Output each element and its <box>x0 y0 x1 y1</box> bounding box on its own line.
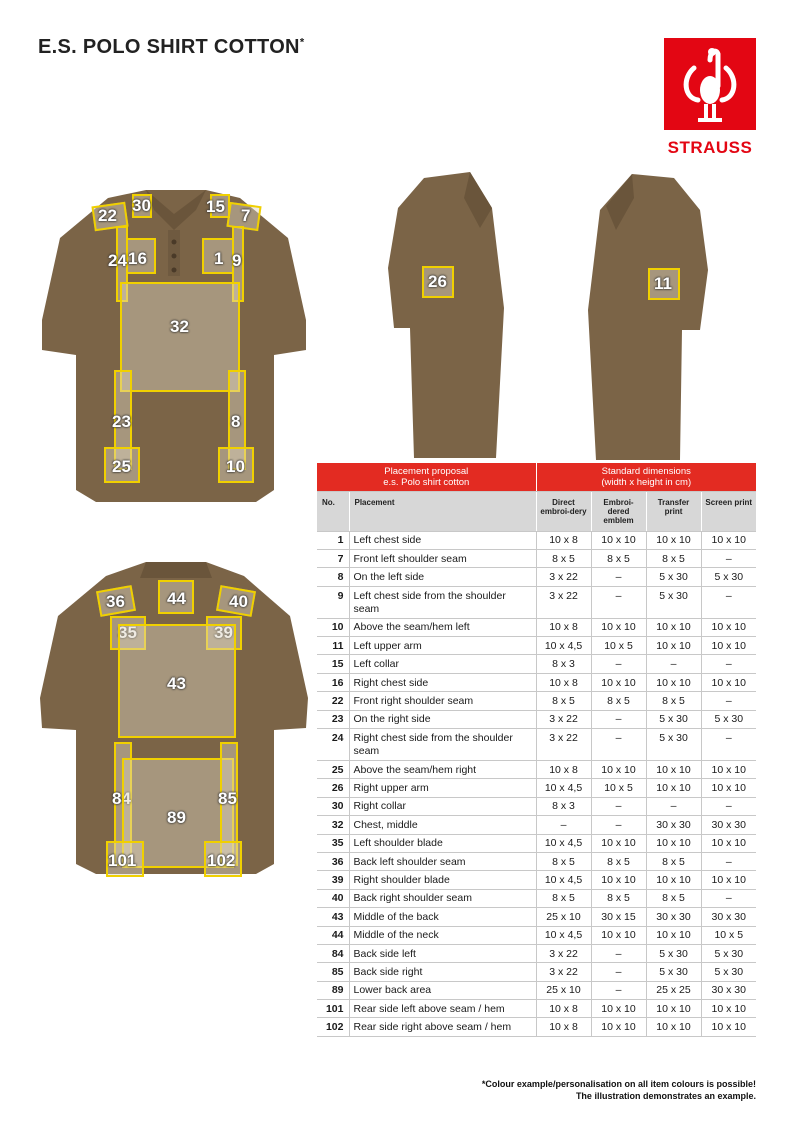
row-number: 40 <box>317 889 349 907</box>
side-shirt-image-left <box>582 170 712 464</box>
side-view-left <box>582 170 712 464</box>
row-embroidered-emblem: – <box>591 816 646 834</box>
row-number: 22 <box>317 692 349 710</box>
marker-label-89: 89 <box>167 808 186 827</box>
row-embroidered-emblem: – <box>591 729 646 761</box>
row-direct-embroidery: 25 x 10 <box>536 981 591 999</box>
row-placement: Left upper arm <box>349 637 536 655</box>
row-number: 102 <box>317 1018 349 1036</box>
row-placement: Front left shoulder seam <box>349 549 536 567</box>
row-number: 44 <box>317 926 349 944</box>
row-screen-print: 10 x 10 <box>701 871 756 889</box>
side-view-right <box>384 168 514 464</box>
marker-label-44: 44 <box>167 589 186 608</box>
row-number: 9 <box>317 586 349 618</box>
row-direct-embroidery: 10 x 8 <box>536 618 591 636</box>
row-transfer-print: 5 x 30 <box>646 963 701 981</box>
row-direct-embroidery: 8 x 3 <box>536 655 591 673</box>
row-screen-print: 10 x 10 <box>701 1000 756 1018</box>
row-transfer-print: 10 x 10 <box>646 1018 701 1036</box>
row-screen-print: 10 x 10 <box>701 779 756 797</box>
row-transfer-print: 5 x 30 <box>646 586 701 618</box>
row-embroidered-emblem: 10 x 10 <box>591 761 646 779</box>
brand-name: STRAUSS <box>667 138 753 157</box>
table-body <box>317 531 756 1036</box>
row-transfer-print: 8 x 5 <box>646 889 701 907</box>
row-number: 23 <box>317 710 349 728</box>
row-screen-print: – <box>701 889 756 907</box>
marker-label-1: 1 <box>214 249 224 268</box>
table-row <box>317 637 756 655</box>
table-row <box>317 1018 756 1036</box>
row-placement: Left chest side from the shoulder seam <box>349 586 536 618</box>
row-number: 26 <box>317 779 349 797</box>
row-embroidered-emblem: – <box>591 586 646 618</box>
row-number: 16 <box>317 673 349 691</box>
marker-label-9: 9 <box>232 251 242 270</box>
row-number: 43 <box>317 908 349 926</box>
col-direct-embroidery: Direct embroi-dery <box>536 491 591 531</box>
row-screen-print: 10 x 10 <box>701 673 756 691</box>
row-number: 10 <box>317 618 349 636</box>
marker-label-7: 7 <box>241 206 251 225</box>
row-placement: Left shoulder blade <box>349 834 536 852</box>
row-number: 7 <box>317 549 349 567</box>
marker-label-26: 26 <box>428 272 447 291</box>
row-transfer-print: 5 x 30 <box>646 568 701 586</box>
row-direct-embroidery: 10 x 8 <box>536 1000 591 1018</box>
marker-label-43: 43 <box>167 674 186 693</box>
marker-label-39: 39 <box>214 623 233 642</box>
marker-label-8: 8 <box>231 412 241 431</box>
row-transfer-print: 10 x 10 <box>646 1000 701 1018</box>
row-number: 84 <box>317 944 349 962</box>
table-row <box>317 926 756 944</box>
row-placement: On the left side <box>349 568 536 586</box>
row-screen-print: 5 x 30 <box>701 944 756 962</box>
row-screen-print: – <box>701 797 756 815</box>
marker-label-85: 85 <box>218 789 237 808</box>
row-embroidered-emblem: 10 x 10 <box>591 1000 646 1018</box>
dimensions-table <box>317 463 756 1037</box>
row-direct-embroidery: 10 x 4,5 <box>536 834 591 852</box>
row-embroidered-emblem: 10 x 5 <box>591 637 646 655</box>
row-transfer-print: 10 x 10 <box>646 779 701 797</box>
footnote-line-2: The illustration demonstrates an example. <box>575 1091 756 1101</box>
page-title: E.S. POLO SHIRT COTTON* <box>38 36 305 58</box>
strauss-logo <box>664 38 756 130</box>
row-embroidered-emblem: 8 x 5 <box>591 549 646 567</box>
row-embroidered-emblem: – <box>591 981 646 999</box>
row-placement: On the right side <box>349 710 536 728</box>
row-direct-embroidery: 8 x 5 <box>536 852 591 870</box>
footnote-line-1: *Colour example/personalisation on all item colours is possible! <box>481 1079 756 1089</box>
row-transfer-print: 5 x 30 <box>646 729 701 761</box>
row-screen-print: – <box>701 586 756 618</box>
row-transfer-print: 10 x 10 <box>646 637 701 655</box>
row-transfer-print: 10 x 10 <box>646 531 701 549</box>
row-embroidered-emblem: – <box>591 797 646 815</box>
row-number: 32 <box>317 816 349 834</box>
row-number: 35 <box>317 834 349 852</box>
table-row <box>317 852 756 870</box>
row-embroidered-emblem: 10 x 10 <box>591 871 646 889</box>
row-placement: Lower back area <box>349 981 536 999</box>
row-transfer-print: – <box>646 655 701 673</box>
row-screen-print: 10 x 10 <box>701 618 756 636</box>
row-placement: Back side right <box>349 963 536 981</box>
row-embroidered-emblem: – <box>591 568 646 586</box>
row-direct-embroidery: 8 x 5 <box>536 692 591 710</box>
row-number: 36 <box>317 852 349 870</box>
col-placement: Placement <box>349 491 536 531</box>
row-screen-print: 10 x 5 <box>701 926 756 944</box>
row-embroidered-emblem: 10 x 10 <box>591 673 646 691</box>
row-screen-print: 10 x 10 <box>701 834 756 852</box>
row-placement: Middle of the neck <box>349 926 536 944</box>
row-embroidered-emblem: – <box>591 963 646 981</box>
row-direct-embroidery: 3 x 22 <box>536 944 591 962</box>
row-placement: Left chest side <box>349 531 536 549</box>
table-row <box>317 944 756 962</box>
row-transfer-print: 5 x 30 <box>646 710 701 728</box>
row-number: 15 <box>317 655 349 673</box>
marker-label-22: 22 <box>98 206 117 225</box>
marker-label-11: 11 <box>654 274 672 293</box>
row-placement: Above the seam/hem right <box>349 761 536 779</box>
table-row <box>317 655 756 673</box>
table-row <box>317 761 756 779</box>
row-screen-print: – <box>701 852 756 870</box>
marker-label-101: 101 <box>108 851 137 870</box>
row-direct-embroidery: 3 x 22 <box>536 729 591 761</box>
col-screen-print: Screen print <box>701 491 756 531</box>
table-row <box>317 1000 756 1018</box>
row-transfer-print: 10 x 10 <box>646 834 701 852</box>
row-placement: Back right shoulder seam <box>349 889 536 907</box>
row-placement: Front right shoulder seam <box>349 692 536 710</box>
marker-label-35: 35 <box>118 623 137 642</box>
row-screen-print: 10 x 10 <box>701 637 756 655</box>
row-screen-print: – <box>701 549 756 567</box>
row-placement: Left collar <box>349 655 536 673</box>
col-transfer-print: Transfer print <box>646 491 701 531</box>
row-transfer-print: – <box>646 797 701 815</box>
row-placement: Right shoulder blade <box>349 871 536 889</box>
table-row <box>317 729 756 761</box>
row-number: 101 <box>317 1000 349 1018</box>
table-row <box>317 889 756 907</box>
row-embroidered-emblem: 30 x 15 <box>591 908 646 926</box>
table-row <box>317 797 756 815</box>
row-embroidered-emblem: – <box>591 655 646 673</box>
row-number: 89 <box>317 981 349 999</box>
row-transfer-print: 30 x 30 <box>646 908 701 926</box>
row-direct-embroidery: 3 x 22 <box>536 963 591 981</box>
row-screen-print: – <box>701 729 756 761</box>
marker-label-40: 40 <box>229 592 248 611</box>
row-number: 39 <box>317 871 349 889</box>
row-embroidered-emblem: 8 x 5 <box>591 889 646 907</box>
row-screen-print: 30 x 30 <box>701 816 756 834</box>
row-embroidered-emblem: 10 x 10 <box>591 834 646 852</box>
table-row <box>317 871 756 889</box>
row-embroidered-emblem: 10 x 10 <box>591 926 646 944</box>
row-transfer-print: 5 x 30 <box>646 944 701 962</box>
row-transfer-print: 8 x 5 <box>646 852 701 870</box>
row-screen-print: – <box>701 692 756 710</box>
row-screen-print: 10 x 10 <box>701 531 756 549</box>
side-shirt-image-right <box>384 168 514 464</box>
table-column-header <box>317 491 756 531</box>
row-direct-embroidery: 25 x 10 <box>536 908 591 926</box>
table-row <box>317 586 756 618</box>
marker-label-10: 10 <box>226 457 245 476</box>
row-direct-embroidery: 10 x 8 <box>536 531 591 549</box>
row-number: 30 <box>317 797 349 815</box>
row-direct-embroidery: 10 x 4,5 <box>536 779 591 797</box>
table-row <box>317 692 756 710</box>
row-direct-embroidery: 10 x 8 <box>536 761 591 779</box>
row-screen-print: – <box>701 655 756 673</box>
row-direct-embroidery: 10 x 4,5 <box>536 637 591 655</box>
table-row <box>317 568 756 586</box>
row-number: 1 <box>317 531 349 549</box>
table-row <box>317 710 756 728</box>
marker-label-25: 25 <box>112 457 131 476</box>
row-screen-print: 5 x 30 <box>701 568 756 586</box>
front-shirt-view <box>36 190 312 508</box>
row-number: 8 <box>317 568 349 586</box>
row-embroidered-emblem: 10 x 5 <box>591 779 646 797</box>
table-row <box>317 531 756 549</box>
row-number: 11 <box>317 637 349 655</box>
row-transfer-print: 8 x 5 <box>646 549 701 567</box>
row-number: 24 <box>317 729 349 761</box>
row-placement: Rear side left above seam / hem <box>349 1000 536 1018</box>
row-transfer-print: 10 x 10 <box>646 761 701 779</box>
footnote <box>482 1078 756 1102</box>
row-direct-embroidery: 10 x 4,5 <box>536 871 591 889</box>
row-embroidered-emblem: 10 x 10 <box>591 531 646 549</box>
row-screen-print: 30 x 30 <box>701 908 756 926</box>
standard-dimensions-header: Standard dimensions (width x height in cm) <box>536 463 756 491</box>
marker-label-102: 102 <box>207 851 236 870</box>
row-transfer-print: 25 x 25 <box>646 981 701 999</box>
row-placement: Right collar <box>349 797 536 815</box>
row-number: 85 <box>317 963 349 981</box>
row-placement: Middle of the back <box>349 908 536 926</box>
row-placement: Chest, middle <box>349 816 536 834</box>
col-no: No. <box>317 491 349 531</box>
row-placement: Right upper arm <box>349 779 536 797</box>
marker-32 <box>120 282 240 392</box>
placement-proposal-header: Placement proposal e.s. Polo shirt cotton <box>317 463 536 491</box>
row-transfer-print: 10 x 10 <box>646 618 701 636</box>
table-row <box>317 908 756 926</box>
col-embroidered-emblem: Embroi-dered emblem <box>591 491 646 531</box>
row-embroidered-emblem: 8 x 5 <box>591 692 646 710</box>
stork-emblem-icon <box>664 38 756 130</box>
table-row <box>317 549 756 567</box>
row-transfer-print: 8 x 5 <box>646 692 701 710</box>
row-direct-embroidery: 10 x 8 <box>536 673 591 691</box>
marker-label-36: 36 <box>106 592 125 611</box>
marker-label-16: 16 <box>128 249 147 268</box>
row-embroidered-emblem: – <box>591 710 646 728</box>
table-row <box>317 981 756 999</box>
marker-label-15: 15 <box>206 197 225 216</box>
row-placement: Above the seam/hem left <box>349 618 536 636</box>
row-screen-print: 5 x 30 <box>701 710 756 728</box>
row-direct-embroidery: 3 x 22 <box>536 568 591 586</box>
row-direct-embroidery: 8 x 3 <box>536 797 591 815</box>
row-transfer-print: 10 x 10 <box>646 926 701 944</box>
table-row <box>317 963 756 981</box>
row-direct-embroidery: 3 x 22 <box>536 586 591 618</box>
table-group-header <box>317 463 756 491</box>
table-row <box>317 618 756 636</box>
table-row <box>317 673 756 691</box>
row-direct-embroidery: 10 x 4,5 <box>536 926 591 944</box>
table-row <box>317 779 756 797</box>
row-screen-print: 5 x 30 <box>701 963 756 981</box>
row-direct-embroidery: – <box>536 816 591 834</box>
row-placement: Back side left <box>349 944 536 962</box>
marker-label-23: 23 <box>112 412 131 431</box>
row-direct-embroidery: 8 x 5 <box>536 889 591 907</box>
row-embroidered-emblem: 8 x 5 <box>591 852 646 870</box>
row-screen-print: 10 x 10 <box>701 1018 756 1036</box>
back-shirt-view <box>36 558 312 878</box>
table-row <box>317 834 756 852</box>
marker-label-32: 32 <box>170 317 189 336</box>
marker-label-84: 84 <box>112 789 131 808</box>
row-transfer-print: 10 x 10 <box>646 871 701 889</box>
table-row <box>317 816 756 834</box>
row-embroidered-emblem: – <box>591 944 646 962</box>
row-transfer-print: 10 x 10 <box>646 673 701 691</box>
row-number: 25 <box>317 761 349 779</box>
row-direct-embroidery: 3 x 22 <box>536 710 591 728</box>
marker-label-24: 24 <box>108 251 127 270</box>
row-placement: Rear side right above seam / hem <box>349 1018 536 1036</box>
row-placement: Back left shoulder seam <box>349 852 536 870</box>
row-screen-print: 30 x 30 <box>701 981 756 999</box>
row-screen-print: 10 x 10 <box>701 761 756 779</box>
marker-label-30: 30 <box>132 196 151 215</box>
row-embroidered-emblem: 10 x 10 <box>591 618 646 636</box>
row-embroidered-emblem: 10 x 10 <box>591 1018 646 1036</box>
row-direct-embroidery: 8 x 5 <box>536 549 591 567</box>
row-placement: Right chest side <box>349 673 536 691</box>
row-direct-embroidery: 10 x 8 <box>536 1018 591 1036</box>
row-transfer-print: 30 x 30 <box>646 816 701 834</box>
row-placement: Right chest side from the shoulder seam <box>349 729 536 761</box>
